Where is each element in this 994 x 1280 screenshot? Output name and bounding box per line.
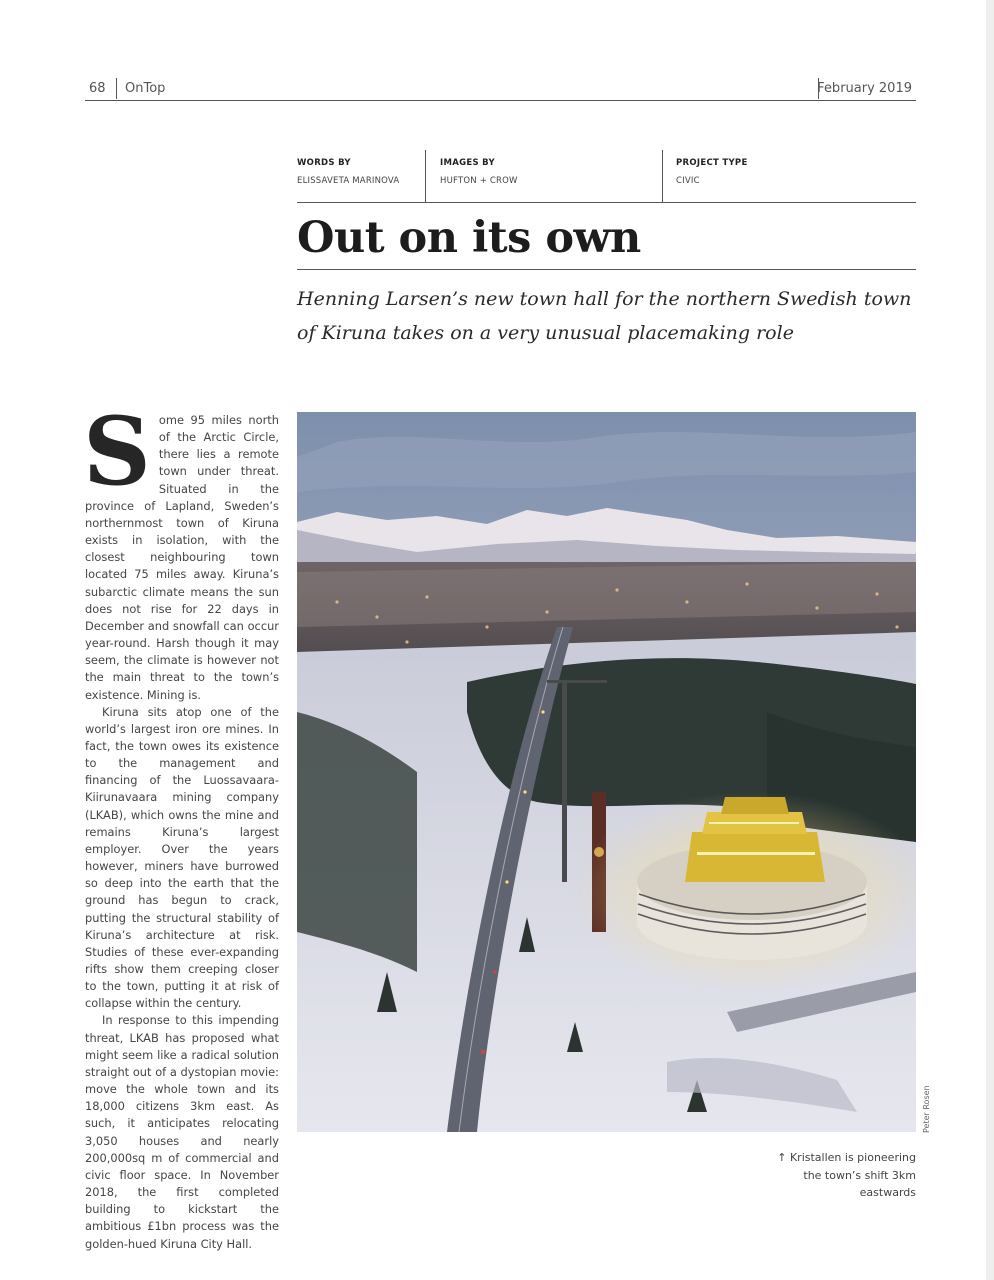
credit-value: CIVIC — [676, 176, 700, 186]
credit-divider — [662, 150, 663, 202]
kiruna-aerial-photo — [297, 412, 916, 1132]
paragraph: In response to this impending threat, LKAB has proposed what might seem like a radical solution straight out of a dystopian movie: move the whole town and its 18,000 citizens 3km east. As such, it anticipates relocating 3,050 houses and nearly 200,000sq m of commercial and civic floor space. In November 2018, the first completed building to kickstart the ambitious £1bn process was the golden-hued Kiruna City Hall. — [85, 1013, 279, 1251]
photo-credit: Peter Rosen — [922, 1085, 931, 1133]
standfirst: Henning Larsen’s new town hall for the northern Swedish town of Kiruna takes on a very unusual placemaking role — [297, 288, 912, 344]
photo-caption — [770, 1149, 916, 1202]
credit-label: WORDS BY — [297, 158, 351, 168]
section-name: OnTop — [125, 81, 166, 96]
credit-images — [440, 150, 518, 202]
body-text — [83, 397, 279, 1253]
credit-value: ELISSAVETA MARINOVA — [297, 176, 400, 186]
drop-cap: S — [83, 397, 151, 507]
credit-divider — [425, 150, 426, 202]
caption-text: Kristallen is pioneering the town’s shift 3km eastwards — [789, 1151, 916, 1199]
title-rule — [297, 269, 916, 270]
credit-value: HUFTON + CROW — [440, 176, 518, 186]
credit-project-type — [676, 150, 748, 202]
page-number: 68 — [89, 81, 106, 96]
paragraph — [83, 397, 279, 704]
arrow-up-icon: ↑ — [777, 1151, 787, 1164]
page-edge — [986, 0, 994, 1280]
credit-label: IMAGES BY — [440, 158, 495, 168]
credits-bar — [297, 150, 916, 203]
paragraph: Kiruna sits atop one of the world’s largest iron ore mines. In fact, the town owes its existence to the management and financing of the Luossavaara-Kiirunavaara mining company (LKAB), which owns the mine and remains Kiruna’s largest employer. Over the years however, miners have burrowed so deep into the earth that the ground has begun to crack, putting the structural stability of Kiruna’s architecture at risk. Studies of these ever-expanding rifts show them creeping closer to the town, putting it at risk of collapse within the century. — [85, 704, 279, 1011]
issue-date: February 2019 — [817, 81, 912, 96]
paragraph-text: ome 95 miles north of the Arctic Circle, there lies a remote town under threat. Situated in the province of Lapland, Sweden’s northernmost town of Kiruna exists in isolation, with the closest neighbouring town located 75 miles away. Kiruna’s subarctic climate means the sun does not rise for 22 days in December and snowfall can occur year-round. Harsh though it may seem, the climate is however not the main threat to the town’s existence. Mining is. — [85, 413, 279, 702]
header-divider — [116, 78, 117, 99]
credit-words — [297, 150, 399, 202]
credit-label: PROJECT TYPE — [676, 158, 748, 168]
article-title: Out on its own — [297, 213, 641, 263]
running-header — [85, 78, 916, 101]
